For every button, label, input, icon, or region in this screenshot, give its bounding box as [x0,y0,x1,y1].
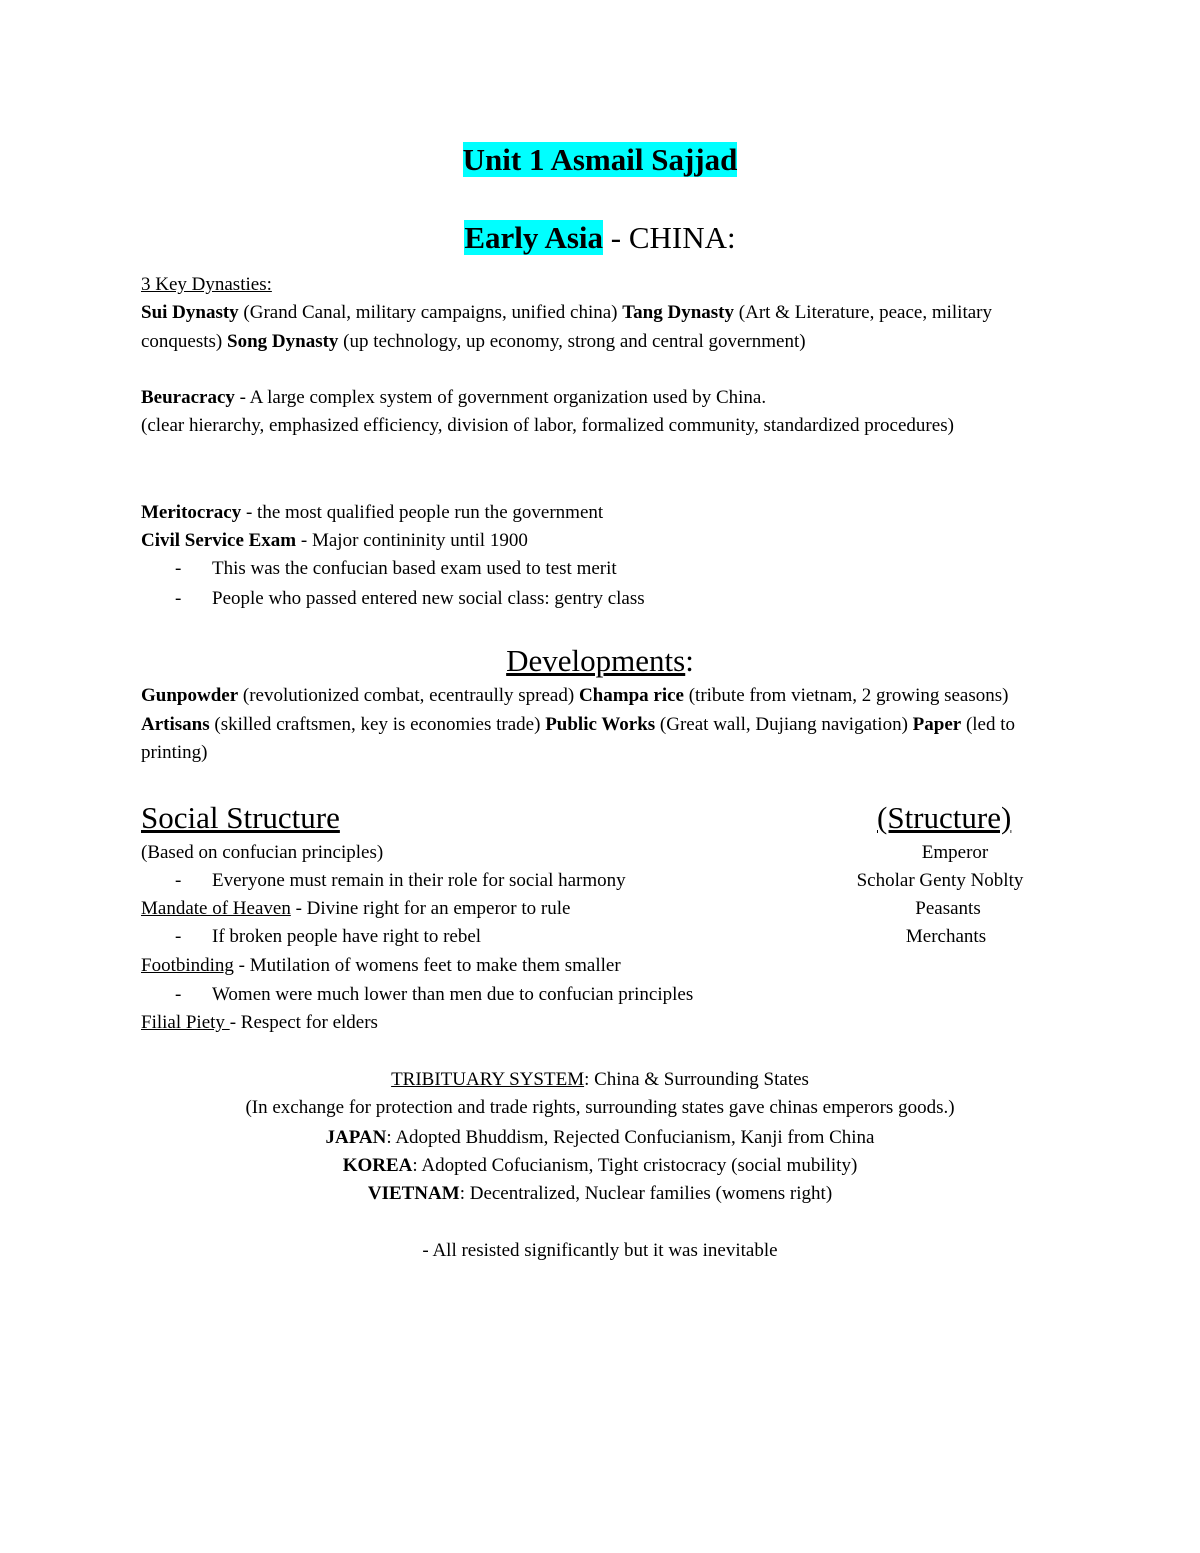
developments-heading: Developments: [506,643,694,678]
tributary-closing: - All resisted significantly but it was inevitable [422,1240,778,1261]
structure-peasants: Peasants [915,898,981,919]
list-item: - People who passed entered new social class: gentry class [175,588,645,609]
structure-merchants: Merchants [905,926,987,947]
social-structure-heading: Social Structure [141,800,340,835]
list-item: - Women were much lower than men due to confucian principles [175,984,694,1005]
social-based: (Based on confucian principles) [141,842,384,863]
structure-emperor: Emperor [921,842,989,863]
tributary-vietnam: VIETNAM: Decentralized, Nuclear families (womens right) [367,1183,833,1204]
mandate-definition: Mandate of Heaven - Divine right for an emperor to rule [141,898,571,919]
tributary-heading: TRIBITUARY SYSTEM: China & Surrounding States [391,1069,809,1090]
bureaucracy-detail: (clear hierarchy, emphasized efficiency, division of labor, formalized community, standardized procedures) [141,415,954,436]
document-title: Unit 1 Asmail Sajjad [462,142,738,177]
tributary-korea: KOREA: Adopted Cofucianism, Tight cristocracy (social mubility) [342,1155,858,1176]
list-item: - This was the confucian based exam used to test merit [175,558,617,579]
structure-scholar-gentry: Scholar Genty Noblty [856,870,1024,891]
tributary-note: (In exchange for protection and trade rights, surrounding states gave chinas emperors goods.) [245,1097,955,1118]
bureaucracy-definition: Beuracracy - A large complex system of government organization used by China. [141,387,767,408]
list-item: - Everyone must remain in their role for social harmony [175,870,626,891]
developments-paragraph: Gunpowder (revolutionized combat, ecentraully spread) Champa rice (tribute from vietnam, 2 growing seasons) Artisans (skilled craftsmen, key is economies trade) Public Works (Great wall, Dujiang navigation) Paper (led to printing) [141,685,1016,763]
tributary-japan: JAPAN: Adopted Bhuddism, Rejected Confucianism, Kanji from China [325,1127,875,1148]
dynasties-paragraph: Sui Dynasty (Grand Canal, military campaigns, unified china) Tang Dynasty (Art & Literature, peace, military conquests) Song Dynasty (up technology, up economy, strong and central government) [141,302,992,352]
civil-service-definition: Civil Service Exam - Major contininity until 1900 [141,530,528,551]
meritocracy-definition: Meritocracy - the most qualified people run the government [141,502,604,523]
filial-piety-definition: Filial Piety - Respect for elders [141,1012,378,1033]
subtitle-rest: - CHINA: [603,220,736,255]
section-subtitle [0,218,1200,258]
footbinding-definition: Footbinding - Mutilation of womens feet to make them smaller [141,955,621,976]
dynasties-heading: 3 Key Dynasties: [141,274,272,295]
structure-heading: (Structure) [877,800,1012,835]
list-item: - If broken people have right to rebel [175,926,482,947]
subtitle-highlight: Early Asia [464,220,604,255]
